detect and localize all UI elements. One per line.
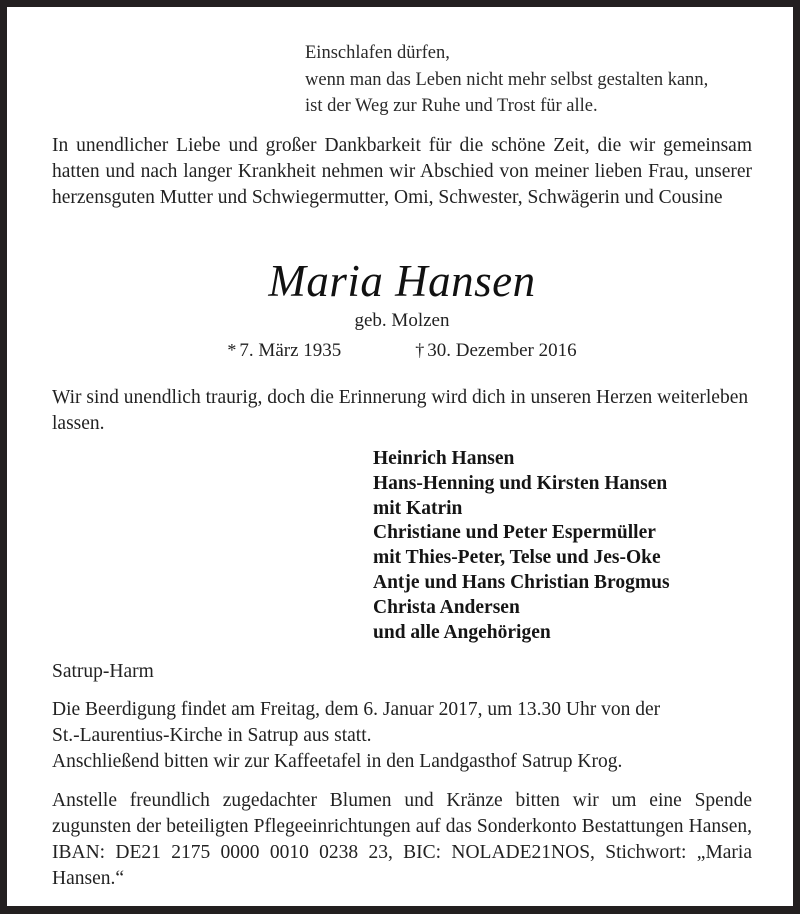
family-member: Antje und Hans Christian Brogmus: [373, 571, 670, 593]
deceased-name: Maria Hansen: [268, 256, 536, 306]
funeral-details: [52, 697, 758, 775]
death-cross-icon: †: [415, 340, 425, 360]
sorrow-paragraph: Wir sind unendlich traurig, doch die Erinnerung wird dich in unseren Herzen weiterleben lassen.: [52, 387, 749, 434]
poem-line-1: Einschlafen dürfen,: [305, 43, 450, 63]
epigraph-poem: [305, 40, 765, 120]
family-member: Heinrich Hansen: [373, 448, 515, 469]
family-member: mit Katrin: [373, 497, 463, 519]
donation-paragraph: Anstelle freundlich zugedachter Blumen und Kränze bitten wir um eine Spende zugunsten der beteiligten Pflegeeinrichtungen auf das Sonderkonto Bestattungen Hansen, IBAN: DE21 2175 0000 0010 0238 23, BIC: NOLADE21NOS, Stichwort: „Maria Hansen.“: [52, 790, 752, 889]
death-date: 30. Dezember 2016: [427, 340, 577, 361]
poem-line-2: wenn man das Leben nicht mehr selbst gestalten kann,: [305, 69, 709, 90]
intro-paragraph: In unendlicher Liebe und großer Dankbarkeit für die schöne Zeit, die wir gemeinsam hatten und nach langer Krankheit nehmen wir Abschied von meiner lieben Frau, unserer herzensguten Mutter und Schwiegermutter, Omi, Schwester, Schwägerin und Cousine: [52, 135, 752, 208]
birth-date: 7. März 1935: [239, 340, 342, 361]
place-name: Satrup-Harm: [52, 661, 154, 682]
birth-star-icon: *: [227, 340, 237, 360]
family-member: Hans-Henning und Kirsten Hansen: [373, 472, 668, 494]
death-date-item: [415, 336, 576, 365]
family-member: Christiane und Peter Espermüller: [373, 522, 656, 544]
obituary-content: [7, 7, 793, 906]
life-dates: [52, 336, 752, 365]
funeral-line-1: Die Beerdigung findet am Freitag, dem 6. Januar 2017, um 13.30 Uhr von der: [52, 699, 661, 720]
family-member: und alle Angehörigen: [373, 621, 551, 643]
family-list: [373, 447, 763, 645]
family-member: mit Thies-Peter, Telse und Jes-Oke: [373, 547, 661, 569]
family-member: Christa Andersen: [373, 596, 520, 618]
poem-line-3: ist der Weg zur Ruhe und Trost für alle.: [305, 96, 598, 116]
birth-date-item: [227, 336, 341, 365]
deceased-block: [52, 255, 752, 365]
funeral-line-3: Anschließend bitten wir zur Kaffeetafel in den Landgasthof Satrup Krog.: [52, 751, 623, 772]
funeral-line-2: St.-Laurentius-Kirche in Satrup aus statt.: [52, 725, 372, 746]
maiden-name: geb. Molzen: [354, 310, 450, 331]
